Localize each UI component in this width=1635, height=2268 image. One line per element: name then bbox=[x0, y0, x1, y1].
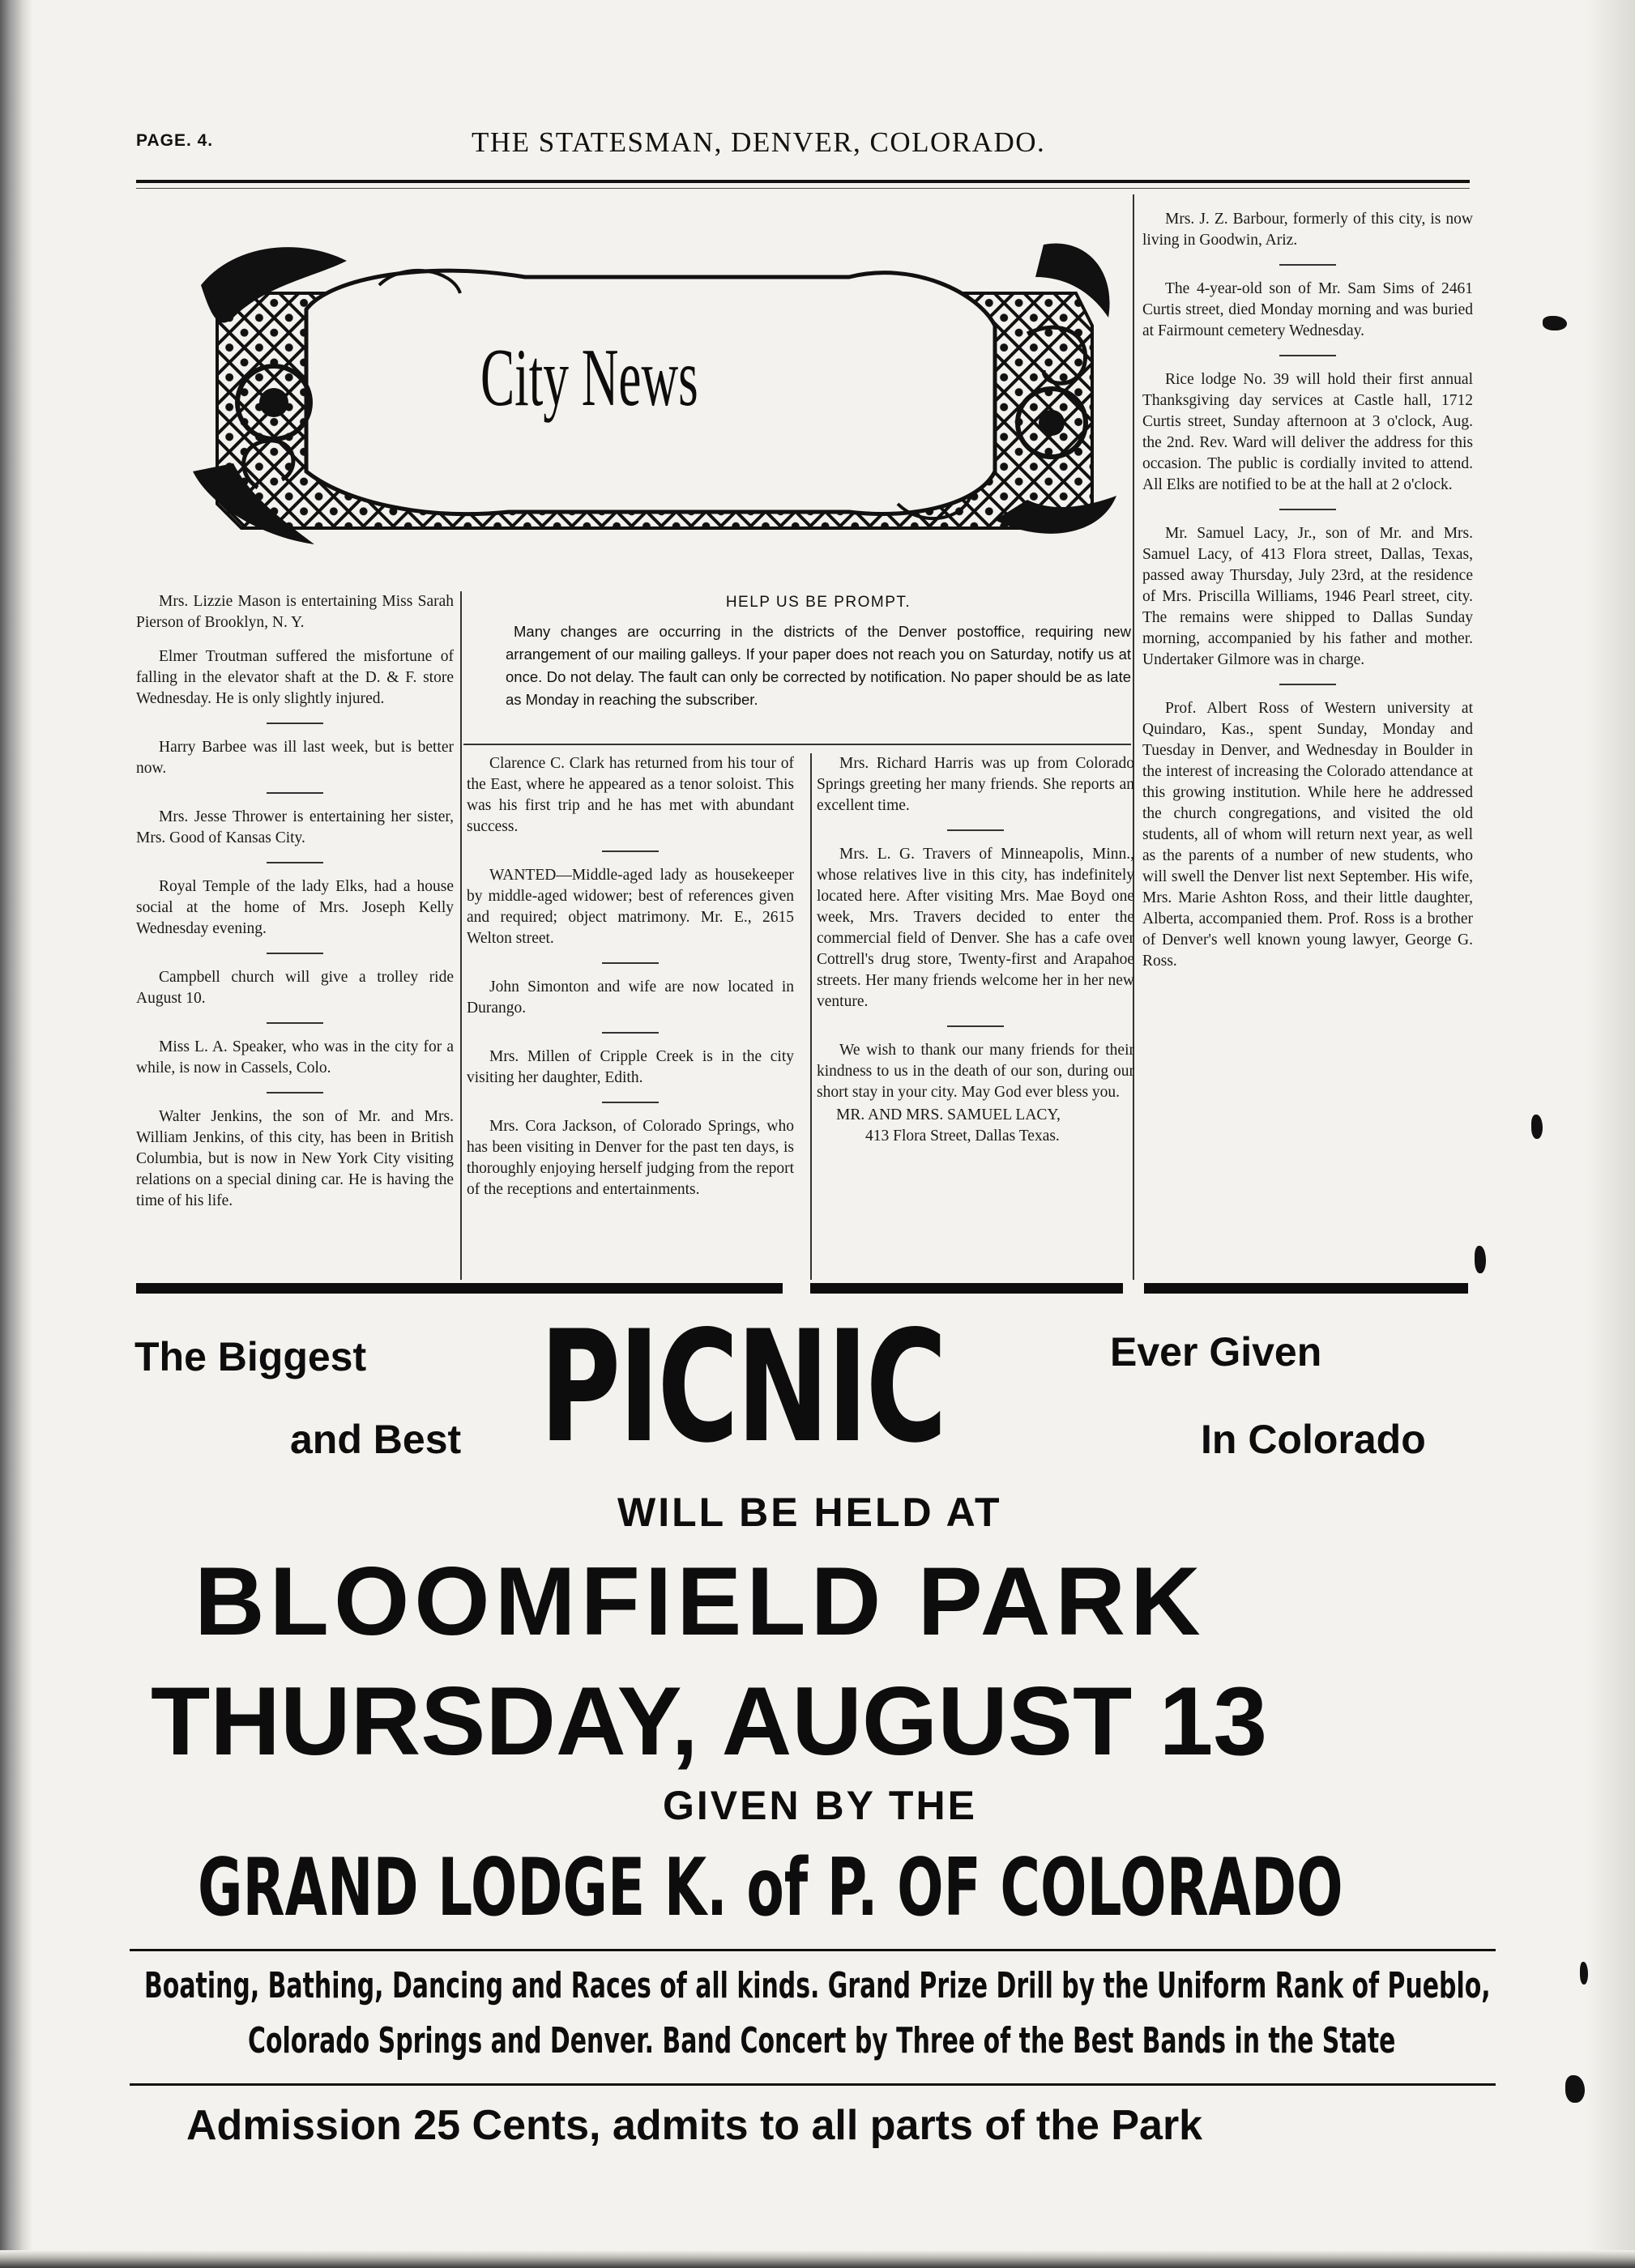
item-separator bbox=[602, 962, 659, 964]
page-number: PAGE. 4. bbox=[136, 131, 214, 150]
header-rule bbox=[136, 180, 1470, 183]
ad-right-line-1: Ever Given bbox=[1110, 1329, 1322, 1375]
news-item: WANTED—Middle-aged lady as housekeeper by middle-aged widower; best of references given and required; object matrimony. Mr. E., 2615 Welton street. bbox=[467, 867, 794, 947]
news-column-1 bbox=[136, 591, 454, 1225]
signature-line: MR. AND MRS. SAMUEL LACY, bbox=[836, 1106, 1061, 1123]
city-news-banner bbox=[185, 228, 1120, 561]
ad-lodge-name: GRAND LODGE K. of P. OF COLORADO bbox=[198, 1842, 1343, 1934]
ad-right-line-2: In Colorado bbox=[1201, 1417, 1426, 1462]
item-separator bbox=[267, 953, 323, 954]
help-us-notice bbox=[506, 591, 1131, 711]
ad-given-by: GIVEN BY THE bbox=[663, 1783, 977, 1828]
item-separator bbox=[1279, 355, 1336, 356]
page-edge-left bbox=[0, 0, 32, 2268]
banner-title: City News bbox=[480, 332, 698, 424]
ad-top-rule bbox=[810, 1283, 1123, 1294]
ad-divider bbox=[130, 2083, 1496, 2086]
news-item: We wish to thank our many friends for their kindness to us in the death of our son, during our short stay in your city. May God ever bless you. bbox=[817, 1042, 1134, 1101]
news-item: Prof. Albert Ross of Western university at Quindaro, Kas., spent Sunday, Monday and Tuesday in Denver, and Wednesday in Boulder in the interest of increasing the Colorado attendance at this growing institution. While here he addressed the church congregations, and visited the old students, all of whom will return next year, as well as the parents of a number of new students, who will swell the Denver list next September. His wife, Mrs. Marie Ashton Ross, and their little daughter, Alberta, accompanied them. Prof. Ross is a brother of Denver's well known young lawyer, George G. Ross. bbox=[1142, 700, 1473, 970]
item-separator bbox=[267, 862, 323, 863]
news-column-2 bbox=[467, 753, 794, 1213]
item-separator bbox=[1279, 264, 1336, 266]
item-separator bbox=[947, 829, 1004, 831]
news-item: Mrs. L. G. Travers of Minneapolis, Minn., whose relatives live in this city, has indefinitely located here. After visiting Mrs. Mae Boyd one week, Mrs. Travers decided to enter the commercial field of Denver. She has a cafe over Cottrell's drug store, Twenty-first and Arapahoe streets. Her many friends welcome her in her new venture. bbox=[817, 846, 1134, 1010]
ad-admission: Admission 25 Cents, admits to all parts of the Park bbox=[186, 2102, 1203, 2149]
ad-picnic-headline: PICNIC bbox=[540, 1298, 946, 1477]
item-separator bbox=[267, 1092, 323, 1094]
item-separator bbox=[602, 1102, 659, 1103]
ad-events-line-1: Boating, Bathing, Dancing and Races of all kinds. Grand Prize Drill by the Uniform Rank of Pueblo, bbox=[144, 1965, 1491, 2006]
news-column-3 bbox=[817, 753, 1134, 1147]
news-item: Miss L. A. Speaker, who was in the city for a while, is now in Cassels, Colo. bbox=[136, 1038, 454, 1076]
news-item: Mrs. J. Z. Barbour, formerly of this city, is now living in Goodwin, Ariz. bbox=[1142, 211, 1473, 249]
news-item: Mr. Samuel Lacy, Jr., son of Mr. and Mrs. Samuel Lacy, of 413 Flora street, Dallas, Texas, passed away Thursday, July 23rd, at the residence of Mrs. Priscilla Williams, 1946 Pearl street, city. The remains were shipped to Dallas Sunday morning, accompanied by his father and mother. Undertaker Gilmore was in charge. bbox=[1142, 525, 1473, 668]
ink-blot bbox=[1531, 1115, 1543, 1139]
item-separator bbox=[267, 1022, 323, 1024]
signature-line: 413 Flora Street, Dallas Texas. bbox=[865, 1128, 1060, 1145]
news-item: Mrs. Millen of Cripple Creek is in the city visiting her daughter, Edith. bbox=[467, 1048, 794, 1086]
masthead: THE STATESMAN, DENVER, COLORADO. bbox=[472, 126, 1046, 158]
page-edge-right bbox=[1586, 0, 1635, 2268]
item-separator bbox=[947, 1025, 1004, 1027]
news-item: Mrs. Richard Harris was up from Colorado Springs greeting her many friends. She reports an excellent time. bbox=[817, 755, 1134, 814]
item-separator bbox=[267, 723, 323, 724]
header-rule-thin bbox=[136, 188, 1470, 189]
ad-event-date: THURSDAY, AUGUST 13 bbox=[151, 1667, 1268, 1776]
item-separator bbox=[602, 1032, 659, 1034]
ink-blot bbox=[1580, 1962, 1588, 1985]
ad-left-line-2: and Best bbox=[290, 1417, 462, 1462]
item-separator bbox=[1279, 684, 1336, 685]
news-column-4 bbox=[1142, 209, 1473, 985]
item-separator bbox=[267, 792, 323, 794]
news-item: Royal Temple of the lady Elks, had a house social at the home of Mrs. Joseph Kelly Wednesday evening. bbox=[136, 878, 454, 937]
news-item: Clarence C. Clark has returned from his tour of the East, where he appeared as a tenor soloist. This was his first trip and he has met with abundant success. bbox=[467, 755, 794, 835]
page-header bbox=[136, 123, 1465, 164]
notice-title: HELP US BE PROMPT. bbox=[725, 594, 911, 611]
ad-park-name: BLOOMFIELD PARK bbox=[194, 1547, 1206, 1656]
news-item: The 4-year-old son of Mr. Sam Sims of 2461 Curtis street, died Monday morning and was buried at Fairmount cemetery Wednesday. bbox=[1142, 280, 1473, 339]
item-separator bbox=[1279, 509, 1336, 510]
news-item: Mrs. Lizzie Mason is entertaining Miss Sarah Pierson of Brooklyn, N. Y. bbox=[136, 593, 454, 631]
notice-body: Many changes are occurring in the districts of the Denver postoffice, requiring new arrangement of our mailing galleys. If your paper does not reach you on Saturday, notify us at once. Do not delay. The fault can only be corrected by notification. No paper should be as late as Monday in reaching the subscriber. bbox=[506, 623, 1131, 708]
item-separator bbox=[602, 850, 659, 852]
news-item: Walter Jenkins, the son of Mr. and Mrs. William Jenkins, of this city, has been in British Columbia, but is now in New York City visiting relations on a special dining car. He is having the time of his life. bbox=[136, 1108, 454, 1209]
ink-blot bbox=[1565, 2075, 1585, 2103]
news-item: John Simonton and wife are now located in Durango. bbox=[467, 978, 794, 1017]
ad-divider bbox=[130, 1949, 1496, 1951]
news-item: Campbell church will give a trolley ride August 10. bbox=[136, 969, 454, 1007]
ad-top-rule bbox=[1144, 1283, 1468, 1294]
news-item: Mrs. Jesse Thrower is entertaining her sister, Mrs. Good of Kansas City. bbox=[136, 808, 454, 846]
ink-blot bbox=[1543, 316, 1567, 330]
ad-events-line-2: Colorado Springs and Denver. Band Concert by Three of the Best Bands in the State bbox=[248, 2020, 1396, 2061]
news-item: Rice lodge No. 39 will hold their first annual Thanksgiving day services at Castle hall, 1712 Curtis street, Sunday afternoon at 3 o'clock, Aug. the 2nd. Rev. Ward will deliver the address for this occasion. The public is cordially invited to attend. All Elks are notified to be at the hall at 2 o'clock. bbox=[1142, 371, 1473, 493]
news-item: Mrs. Cora Jackson, of Colorado Springs, who has been visiting in Denver for the past ten days, is thoroughly enjoying herself judging from the report of the receptions and entertainments. bbox=[467, 1118, 794, 1198]
page-edge-bottom bbox=[0, 2250, 1635, 2268]
ink-blot bbox=[1475, 1246, 1486, 1273]
ad-held-at: WILL BE HELD AT bbox=[617, 1490, 1002, 1535]
ad-left-line-1: The Biggest bbox=[134, 1334, 367, 1379]
column-divider bbox=[810, 753, 812, 1280]
ad-top-rule bbox=[136, 1283, 783, 1294]
news-item: Harry Barbee was ill last week, but is better now. bbox=[136, 739, 454, 777]
notice-rule bbox=[463, 744, 1131, 745]
column-divider bbox=[460, 591, 462, 1280]
news-item: Elmer Troutman suffered the misfortune of falling in the elevator shaft at the D. & F. store Wednesday. He is only slightly injured. bbox=[136, 648, 454, 707]
